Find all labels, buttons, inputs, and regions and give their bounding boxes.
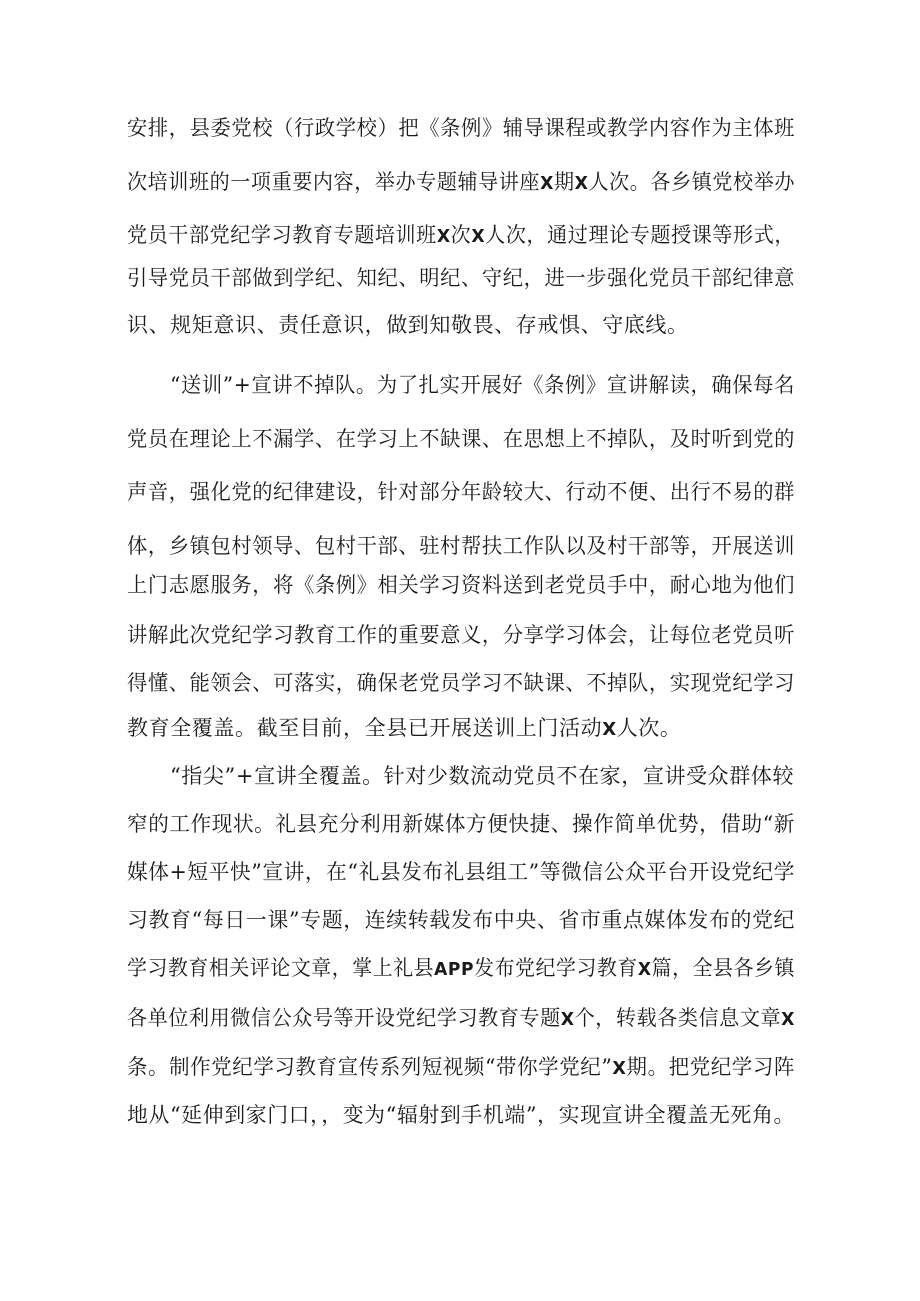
text-line: 学习教育相关评论文章，掌上礼县APP发布党纪学习教育X篇，全县各乡镇	[127, 956, 795, 980]
text-line: 得懂、能领会、可落实，确保老党员学习不缺课、不掉队，实现党纪学习	[127, 671, 795, 695]
text-line: 讲解此次党纪学习教育工作的重要意义，分享学习体会，让每位老党员听	[127, 623, 795, 647]
text-line: 各单位利用微信公众号等开设党纪学习教育专题X个，转载各类信息文章X	[127, 1006, 795, 1030]
text-line: “指尖”+宣讲全覆盖。针对少数流动党员不在家，宣讲受众群体较	[170, 764, 795, 788]
text-line: 习教育“每日一课”专题，连续转载发布中央、省市重点媒体发布的党纪	[127, 908, 795, 932]
text-line: “送训”+宣讲不掉队。为了扎实开展好《条例》宣讲解读，确保每名	[170, 373, 795, 397]
text-line: 条。制作党纪学习教育宣传系列短视频“带你学党纪”X期。把党纪学习阵	[127, 1055, 795, 1079]
text-line: 识、规矩意识、责任意识，做到知敬畏、存戒惧、守底线。	[127, 313, 689, 337]
text-line: 上门志愿服务，将《条例》相关学习资料送到老党员手中，耐心地为他们	[127, 573, 795, 597]
text-line: 次培训班的一项重要内容，举办专题辅导讲座X期X人次。各乡镇党校举办	[127, 170, 795, 194]
text-line: 党员干部党纪学习教育专题培训班X次X人次，通过理论专题授课等形式，	[127, 223, 795, 247]
text-line: 引导党员干部做到学纪、知纪、明纪、守纪，进一步强化党员干部纪律意	[127, 266, 795, 290]
text-line: 媒体+短平快”宣讲，在“礼县发布礼县组工”等微信公众平台开设党纪学	[127, 860, 795, 884]
text-line: 教育全覆盖。截至目前，全县已开展送训上门活动X人次。	[127, 716, 682, 740]
text-line: 安排，县委党校（行政学校）把《条例》辅导课程或教学内容作为主体班	[127, 116, 795, 140]
text-line: 体，乡镇包村领导、包村干部、驻村帮扶工作队以及村干部等，开展送训	[127, 534, 795, 558]
text-line: 地从“延伸到家门口，，变为“辐射到手机端”，实现宣讲全覆盖无死角。	[127, 1103, 795, 1127]
text-line: 声音，强化党的纪律建设，针对部分年龄较大、行动不便、出行不易的群	[127, 480, 795, 504]
text-line: 窄的工作现状。礼县充分利用新媒体方便快捷、操作简单优势，借助“新	[127, 812, 795, 836]
text-line: 党员在理论上不漏学、在学习上不缺课、在思想上不掉队，及时听到党的	[127, 427, 795, 451]
